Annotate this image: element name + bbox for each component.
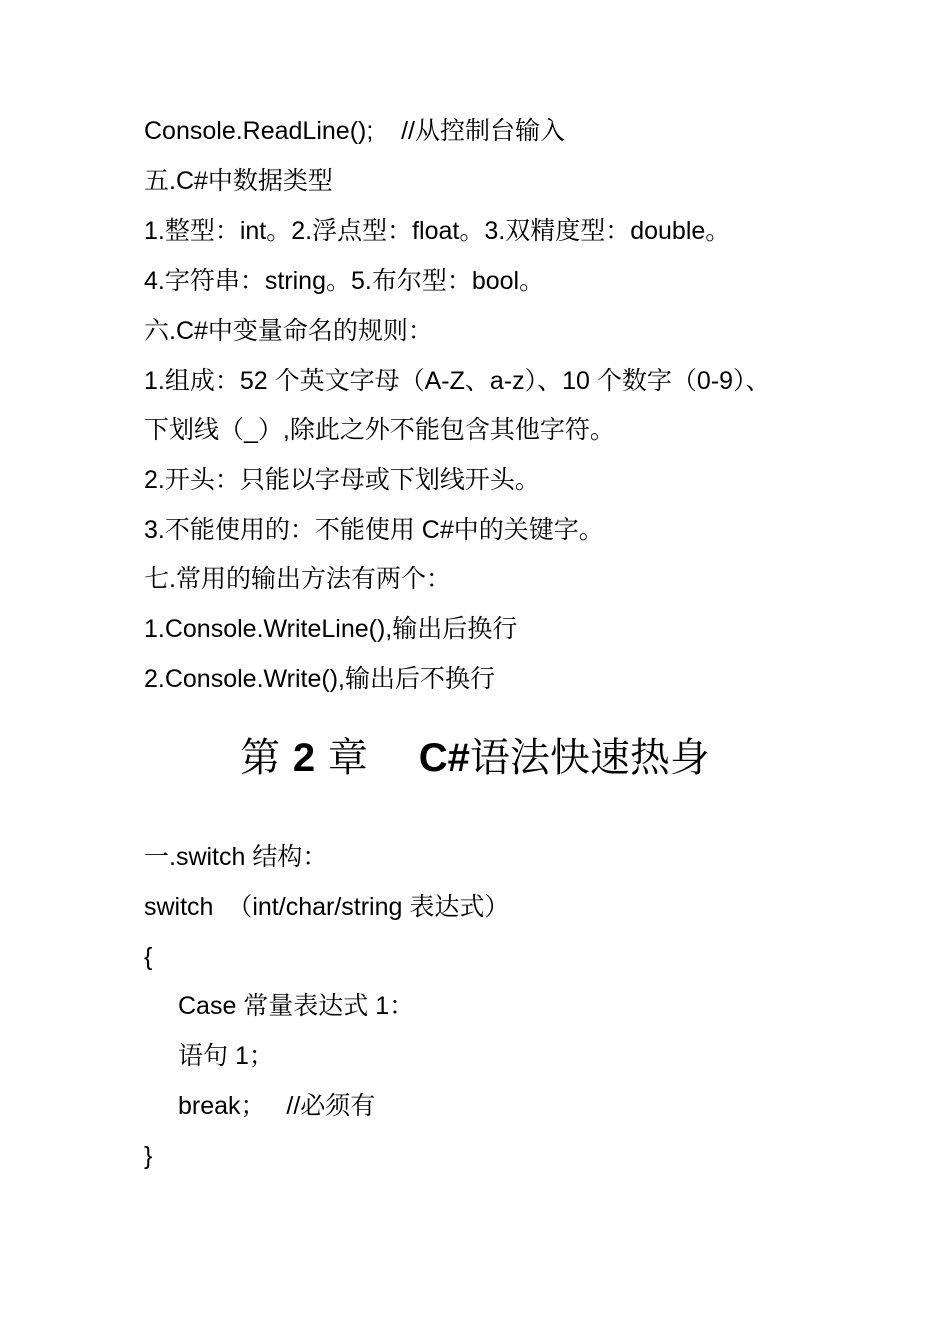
switch-case-line: Case 常量表达式 1： bbox=[178, 992, 415, 1020]
chapter-csharp: C# bbox=[418, 736, 470, 780]
switch-statement-line: 语句 1； bbox=[178, 1042, 274, 1070]
output-method-2: 2.Console.Write(),输出后不换行 bbox=[144, 665, 495, 693]
chapter-suffix: 语法快速热身 bbox=[469, 735, 710, 781]
switch-heading: 一.switch 结构： bbox=[144, 843, 328, 871]
switch-syntax-line: switch （int/char/string 表达式） bbox=[144, 893, 510, 921]
switch-break-line: break； //必须有 bbox=[178, 1092, 376, 1120]
data-types-line-2: 4.字符串：string。5.布尔型：bool。 bbox=[144, 267, 545, 295]
output-methods-heading: 七.常用的输出方法有两个： bbox=[144, 565, 451, 593]
chapter-prefix: 第 bbox=[240, 735, 293, 781]
naming-rule-2: 2.开头：只能以字母或下划线开头。 bbox=[144, 466, 540, 494]
readline-code-line: Console.ReadLine(); //从控制台输入 bbox=[144, 117, 565, 145]
switch-close-brace: } bbox=[144, 1142, 153, 1170]
chapter-number: 2 bbox=[292, 736, 316, 780]
naming-rule-3: 3.不能使用的：不能使用 C#中的关键字。 bbox=[144, 516, 604, 544]
naming-rules-heading: 六.C#中变量命名的规则： bbox=[144, 317, 433, 345]
output-method-1: 1.Console.WriteLine(),输出后换行 bbox=[144, 615, 518, 643]
chapter-title bbox=[0, 734, 950, 782]
chapter-mid: 章 bbox=[315, 735, 419, 781]
naming-rule-1-line-b: 下划线（_）,除此之外不能包含其他字符。 bbox=[144, 416, 615, 444]
switch-open-brace: { bbox=[144, 943, 153, 971]
naming-rule-1-line-a: 1.组成：52 个英文字母（A-Z、a-z）、10 个数字（0-9）、 bbox=[144, 367, 771, 395]
data-types-heading: 五.C#中数据类型 bbox=[144, 167, 333, 195]
data-types-line-1: 1.整型：int。2.浮点型：float。3.双精度型：double。 bbox=[144, 217, 731, 245]
